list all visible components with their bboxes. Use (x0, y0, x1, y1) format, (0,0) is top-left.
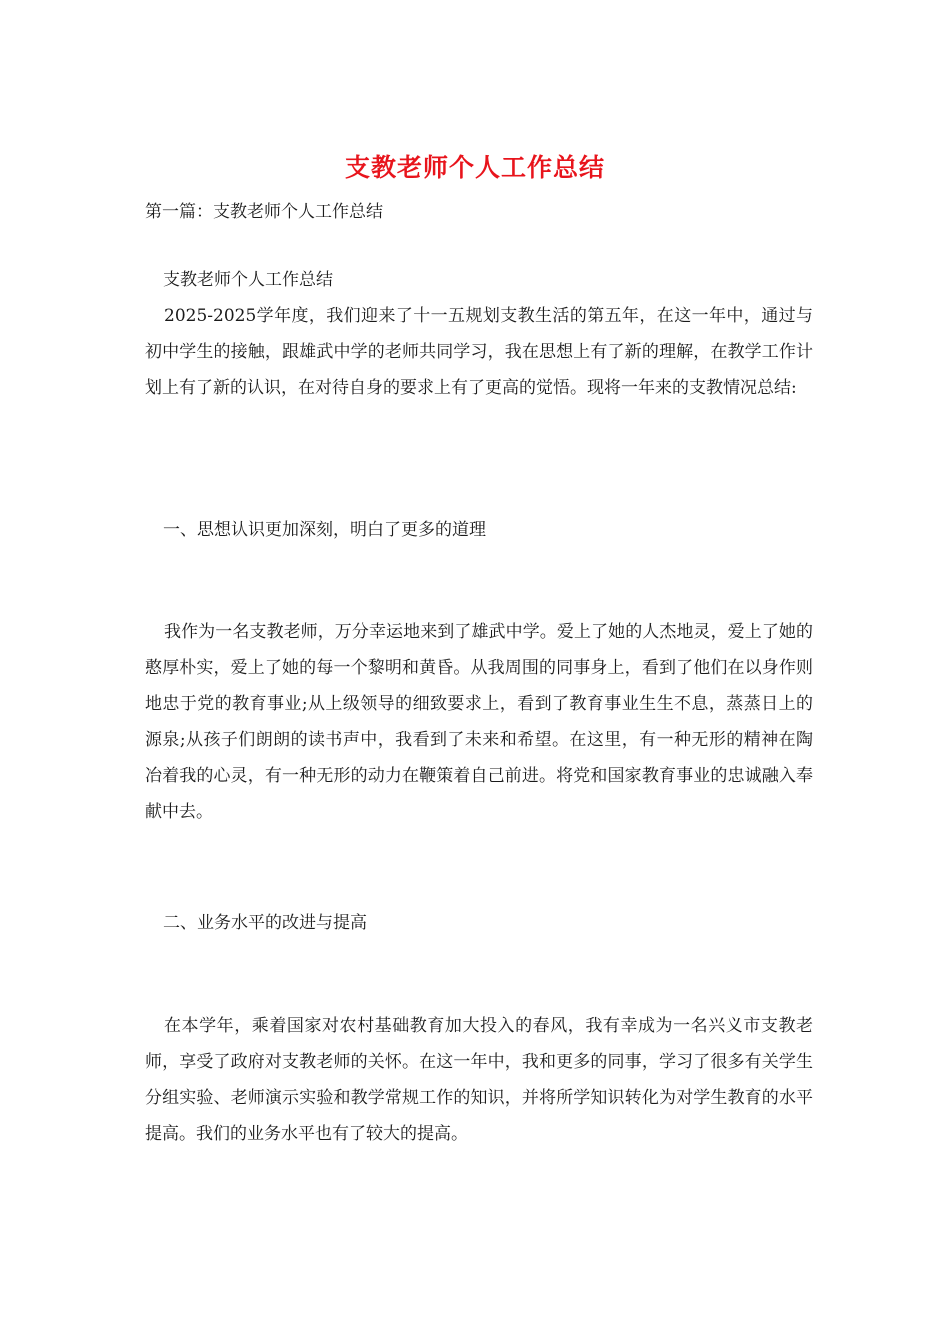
part-label: 第一篇：支教老师个人工作总结 (145, 202, 383, 222)
intro-title: 支教老师个人工作总结 (163, 270, 333, 290)
section-paragraph-1: 我作为一名支教老师，万分幸运地来到了雄武中学。爱上了她的人杰地灵，爱上了她的憨厚朴实，爱上了她的每一个黎明和黄昏。从我周围的同事身上，看到了他们在以身作则地忠于党的教育事业;从上级领导的细致要求上，看到了教育事业生生不息，蒸蒸日上的源泉;从孩子们朗朗的读书声中，我看到了未来和希望。在这里，有一种无形的精神在陶冶着我的心灵，有一种无形的动力在鞭策着自己前进。将党和国家教育事业的忠诚融入奉献中去。 (145, 622, 813, 822)
section-heading-1: 一、思想认识更加深刻，明白了更多的道理 (163, 520, 486, 540)
intro-paragraph: 2025-2025学年度，我们迎来了十一五规划支教生活的第五年，在这一年中，通过与初中学生的接触，跟雄武中学的老师共同学习，我在思想上有了新的理解，在教学工作计划上有了新的认识，在对待自身的要求上有了更高的觉悟。现将一年来的支教情况总结: (145, 306, 813, 398)
section-heading-2: 二、业务水平的改进与提高 (163, 913, 367, 933)
document-title: 支教老师个人工作总结 (344, 153, 605, 182)
section-paragraph-2: 在本学年，乘着国家对农村基础教育加大投入的春风，我有幸成为一名兴义市支教老师，享受了政府对支教老师的关怀。在这一年中，我和更多的同事，学习了很多有关学生分组实验、老师演示实验和教学常规工作的知识，并将所学知识转化为对学生教育的水平提高。我们的业务水平也有了较大的提高。 (145, 1016, 813, 1144)
